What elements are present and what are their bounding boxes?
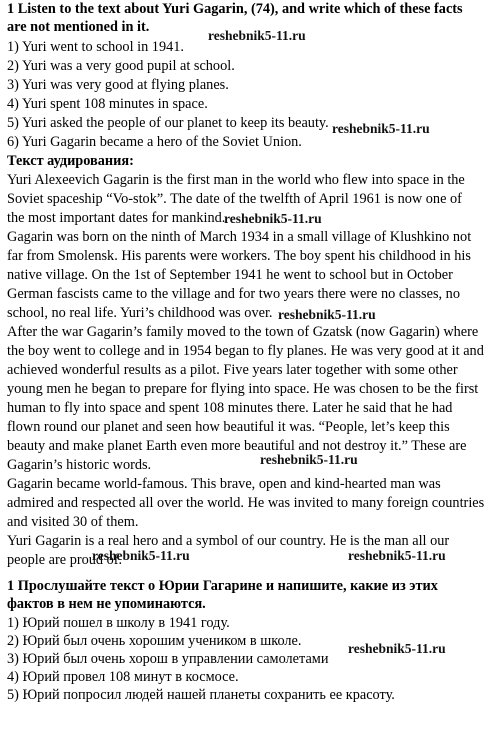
task-item-6: 6) Yuri Gagarin became a hero of the Soviet Union. [7, 134, 302, 150]
transcript-line: and visited 30 of them. [7, 514, 139, 530]
task-ru-heading-line-2: фактов в нем не упоминаются. [7, 596, 206, 612]
task-ru-heading-line-1: 1 Прослушайте текст о Юрии Гагарине и напишите, какие из этих [7, 578, 438, 594]
transcript-line: the most important dates for mankind. [7, 210, 226, 226]
watermark: reshebnik5-11.ru [224, 211, 322, 226]
task-ru-item-3: 3) Юрий был очень хорош в управлении самолетами [7, 651, 329, 667]
transcript-line: human to fly into space and spent 108 minutes there. Later he said that he had [7, 400, 453, 416]
task-item-1: 1) Yuri went to school in 1941. [7, 39, 184, 55]
transcript-line: Gagarin became world-famous. This brave, open and kind-hearted man was [7, 476, 441, 492]
watermark: reshebnik5-11.ru [332, 121, 430, 136]
transcript-line: flown round our planet and seen how beautiful it was. “People, let’s keep this [7, 419, 450, 435]
task-item-5: 5) Yuri asked the people of our planet to keep its beauty. [7, 115, 329, 131]
transcript-line: the boy went to college and in 1954 began to fly planes. He was very good at it and [7, 343, 484, 359]
task-item-4: 4) Yuri spent 108 minutes in space. [7, 96, 208, 112]
transcript-line: German fascists came to the village and for two years there were no classes, no [7, 286, 460, 302]
transcript-heading: Текст аудирования: [7, 153, 134, 169]
transcript-line: Gagarin’s historic words. [7, 457, 152, 473]
task-heading-line-1: 1 Listen to the text about Yuri Gagarin, (74), and write which of these facts [7, 1, 463, 17]
transcript-line: school, no real life. Yuri’s childhood was over. [7, 305, 273, 321]
transcript-line: people are proud of. [7, 552, 123, 568]
task-item-3: 3) Yuri was very good at flying planes. [7, 77, 229, 93]
watermark: reshebnik5-11.ru [208, 28, 306, 43]
transcript-line: achieved wonderful results as a pilot. Five years later together with some other [7, 362, 458, 378]
transcript-line: Soviet spaceship “Vo-stok”. The date of the twelfth of April 1961 is now one of [7, 191, 462, 207]
task-ru-item-1: 1) Юрий пошел в школу в 1941 году. [7, 615, 230, 631]
transcript-line: Yuri Alexeevich Gagarin is the first man in the world who flew into space in the [7, 172, 465, 188]
transcript-line: beauty and make planet Earth even more beautiful and not destroy it.” These are [7, 438, 467, 454]
transcript-line: far from Smolensk. His parents were workers. The boy spent his childhood in his [7, 248, 471, 264]
task-item-2: 2) Yuri was a very good pupil at school. [7, 58, 235, 74]
watermark: reshebnik5-11.ru [92, 548, 190, 563]
task-heading-line-2: are not mentioned in it. [7, 19, 150, 35]
transcript-line: young men he began to prepare for flying into space. He was chosen to be the first [7, 381, 479, 397]
task-ru-item-2: 2) Юрий был очень хорошим учеником в школе. [7, 633, 302, 649]
transcript-line: Gagarin was born on the ninth of March 1934 in a small village of Klushkino not [7, 229, 472, 245]
watermark: reshebnik5-11.ru [278, 307, 376, 322]
transcript-line: After the war Gagarin’s family moved to the town of Gzatsk (now Gagarin) where [7, 324, 479, 340]
task-ru-item-5: 5) Юрий попросил людей нашей планеты сохранить ее красоту. [7, 687, 395, 703]
transcript-line: Yuri Gagarin is a real hero and a symbol of our country. He is the man all our [7, 533, 450, 549]
watermark: reshebnik5-11.ru [260, 452, 358, 467]
task-ru-item-4: 4) Юрий провел 108 минут в космосе. [7, 669, 239, 685]
watermark: reshebnik5-11.ru [348, 548, 446, 563]
watermark: reshebnik5-11.ru [348, 641, 446, 656]
transcript-line: admired and respected all over the world. He was invited to many foreign countries [7, 495, 485, 511]
transcript-line: native village. On the 1st of September 1941 he went to school but in October [7, 267, 453, 283]
